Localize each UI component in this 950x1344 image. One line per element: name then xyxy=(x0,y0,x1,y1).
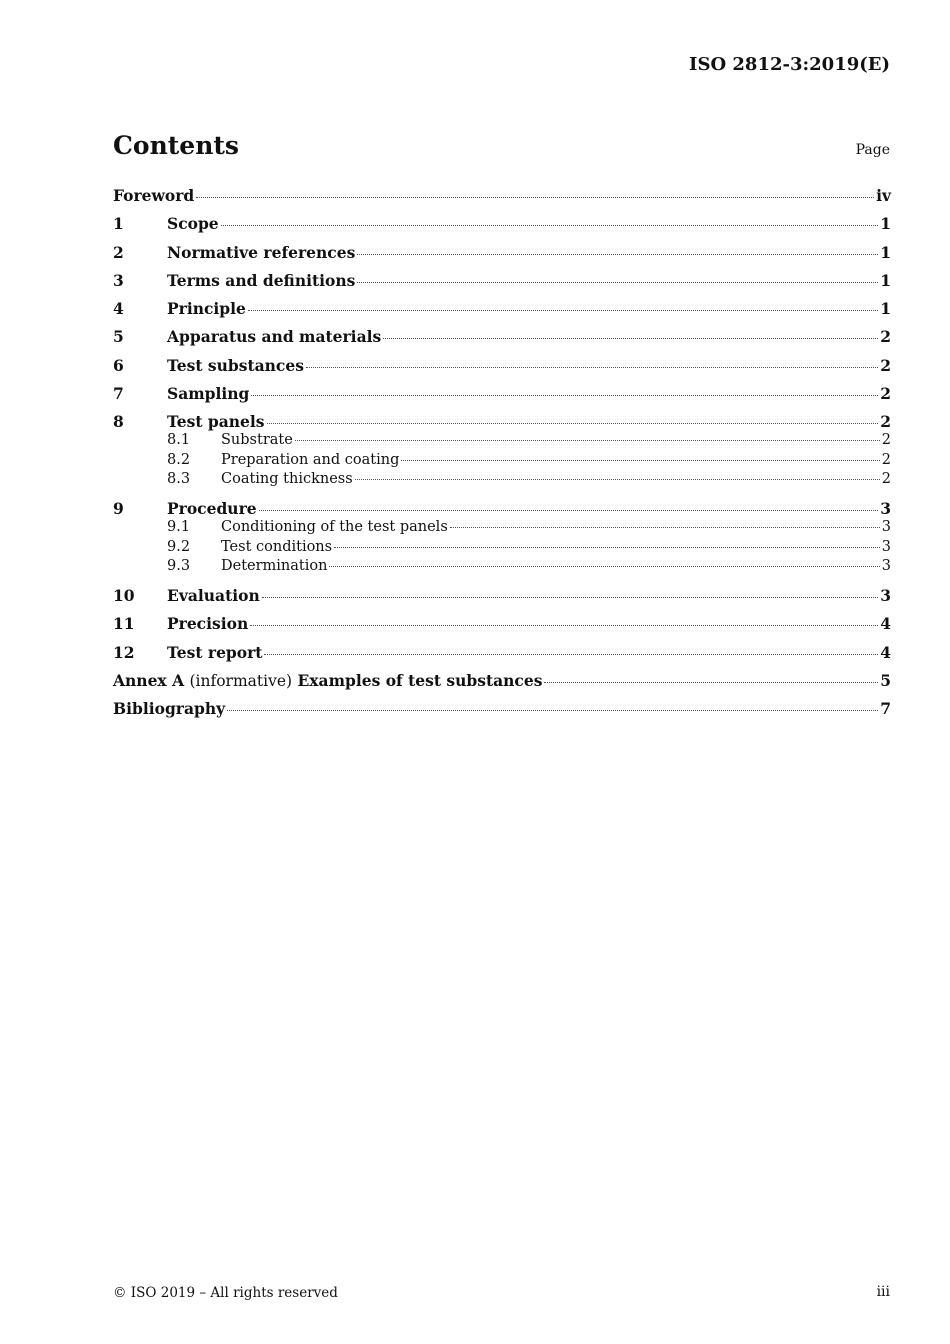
table-of-contents xyxy=(113,185,891,726)
toc-entry-title: Precision xyxy=(167,614,249,634)
toc-entry-number: 11 xyxy=(113,614,135,634)
toc-entry-bibliography[interactable] xyxy=(113,698,891,726)
toc-entry-page: 7 xyxy=(880,699,891,719)
toc-entry-title: Foreword xyxy=(113,186,195,205)
toc-subentry-page: 2 xyxy=(881,471,891,488)
dot-leader xyxy=(264,654,878,655)
dot-leader xyxy=(329,566,879,567)
toc-entry-title: Apparatus and materials xyxy=(167,327,382,347)
toc-entry-title: Bibliography xyxy=(113,699,226,719)
toc-entry-number: 5 xyxy=(113,327,124,347)
toc-subentry-title: Conditioning of the test panels xyxy=(221,519,448,536)
toc-subentry-page: 2 xyxy=(881,451,891,468)
contents-heading: Contents xyxy=(113,131,240,160)
dot-leader xyxy=(259,510,879,511)
toc-entry-title: Principle xyxy=(167,299,246,319)
toc-entry-title: Test substances xyxy=(167,355,304,375)
dot-leader xyxy=(355,479,880,480)
dot-leader xyxy=(357,254,878,255)
toc-subentry-title: Determination xyxy=(221,557,328,574)
toc-entry-title: Test report xyxy=(167,642,263,662)
dot-leader xyxy=(544,682,878,683)
dot-leader xyxy=(251,395,878,396)
dot-leader xyxy=(267,423,879,424)
toc-subentry-title: Coating thickness xyxy=(221,471,353,488)
toc-entry-page: 1 xyxy=(880,242,891,262)
annex-type: (informative) xyxy=(189,671,293,690)
dot-leader xyxy=(196,197,874,198)
annex-title: Examples of test substances xyxy=(297,670,543,690)
toc-subentry-number: 9.2 xyxy=(167,538,191,555)
toc-entry-test-substances[interactable] xyxy=(113,355,891,383)
toc-entry-foreword[interactable] xyxy=(113,185,891,213)
toc-entry-page: 2 xyxy=(880,327,891,347)
toc-entry-title: Evaluation xyxy=(167,585,260,605)
toc-entry-title: Test panels xyxy=(167,412,265,432)
toc-entry-title: Terms and definitions xyxy=(167,270,356,290)
toc-entry-page: 3 xyxy=(880,499,891,519)
toc-entry-title: Procedure xyxy=(167,499,257,519)
toc-entry-number: 2 xyxy=(113,242,124,262)
toc-entry-sampling[interactable] xyxy=(113,383,891,411)
dot-leader xyxy=(248,310,878,311)
toc-entry-scope[interactable] xyxy=(113,213,891,241)
toc-entry-page: 4 xyxy=(880,614,891,634)
dot-leader xyxy=(401,460,879,461)
toc-subentry-conditioning[interactable] xyxy=(113,518,891,537)
toc-subentry-number: 9.1 xyxy=(167,519,191,536)
dot-leader xyxy=(250,625,878,626)
toc-entry-number: 12 xyxy=(113,642,135,662)
toc-entry-page: 2 xyxy=(880,355,891,375)
dot-leader xyxy=(221,225,879,226)
toc-entry-procedure[interactable] xyxy=(113,498,891,518)
toc-subentry-title: Preparation and coating xyxy=(221,451,400,468)
toc-entry-page: 1 xyxy=(880,214,891,234)
dot-leader xyxy=(262,597,878,598)
toc-subentry-substrate[interactable] xyxy=(113,431,891,450)
toc-subentry-preparation-and-coating[interactable] xyxy=(113,451,891,470)
toc-entry-number: 10 xyxy=(113,585,135,605)
dot-leader xyxy=(357,282,878,283)
toc-entry-test-panels[interactable] xyxy=(113,411,891,431)
toc-subentry-determination[interactable] xyxy=(113,557,891,585)
toc-entry-number: 7 xyxy=(113,384,124,404)
dot-leader xyxy=(227,710,878,711)
toc-subentry-page: 3 xyxy=(881,557,891,574)
toc-entry-page: 5 xyxy=(880,670,891,690)
page-column-label: Page xyxy=(855,142,890,158)
toc-entry-page: 2 xyxy=(880,384,891,404)
toc-subentry-page: 2 xyxy=(881,432,891,449)
toc-entry-page: 4 xyxy=(880,642,891,662)
dot-leader xyxy=(306,367,878,368)
toc-entry-number: 9 xyxy=(113,499,124,519)
toc-subentry-number: 8.2 xyxy=(167,451,191,468)
toc-subentry-title: Test conditions xyxy=(221,538,333,555)
toc-entry-precision[interactable] xyxy=(113,613,891,641)
toc-entry-page: 1 xyxy=(880,270,891,290)
toc-subentry-number: 8.1 xyxy=(167,432,191,449)
copyright-notice: © ISO 2019 – All rights reserved xyxy=(113,1285,338,1301)
toc-subentry-number: 9.3 xyxy=(167,557,191,574)
toc-entry-annex-a[interactable] xyxy=(113,670,891,698)
toc-entry-page: iv xyxy=(876,186,891,205)
toc-entry-number: 1 xyxy=(113,214,124,234)
dot-leader xyxy=(383,338,878,339)
dot-leader xyxy=(295,440,880,441)
page-number: iii xyxy=(876,1284,890,1300)
toc-entry-number: 4 xyxy=(113,299,124,319)
toc-entry-normative-references[interactable] xyxy=(113,242,891,270)
toc-entry-page: 1 xyxy=(880,299,891,319)
toc-entry-number: 6 xyxy=(113,355,124,375)
toc-entry-page: 3 xyxy=(880,585,891,605)
toc-entry-apparatus-and-materials[interactable] xyxy=(113,326,891,354)
toc-entry-number: 8 xyxy=(113,412,124,432)
toc-subentry-title: Substrate xyxy=(221,432,293,449)
toc-subentry-page: 3 xyxy=(881,519,891,536)
toc-entry-title: Normative references xyxy=(167,242,356,262)
toc-entry-number: 3 xyxy=(113,270,124,290)
dot-leader xyxy=(450,527,880,528)
toc-entry-evaluation[interactable] xyxy=(113,585,891,613)
toc-subentry-number: 8.3 xyxy=(167,471,191,488)
toc-subentry-test-conditions[interactable] xyxy=(113,538,891,557)
toc-subentry-page: 3 xyxy=(881,538,891,555)
toc-entry-title xyxy=(113,670,542,692)
toc-entry-test-report[interactable] xyxy=(113,642,891,670)
toc-entry-page: 2 xyxy=(880,412,891,432)
toc-entry-title: Scope xyxy=(167,214,219,234)
toc-entry-principle[interactable] xyxy=(113,298,891,326)
toc-subentry-coating-thickness[interactable] xyxy=(113,470,891,498)
annex-label: Annex A xyxy=(113,670,185,690)
dot-leader xyxy=(334,547,880,548)
toc-entry-terms-and-definitions[interactable] xyxy=(113,270,891,298)
document-id: ISO 2812-3:2019(E) xyxy=(689,54,890,75)
toc-entry-title: Sampling xyxy=(167,384,250,404)
